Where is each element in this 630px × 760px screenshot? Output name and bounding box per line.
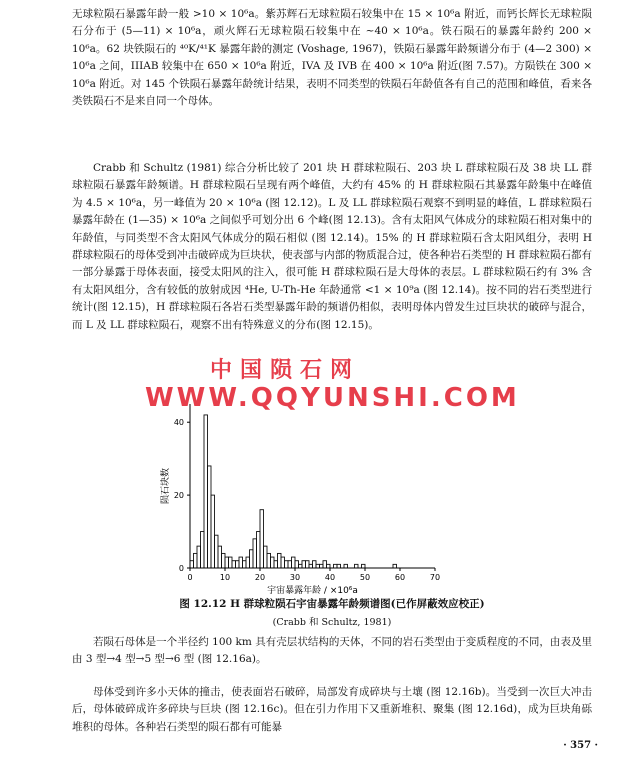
figure-caption: 图 12.12 H 群球粒陨石宇宙暴露年龄频谱图(已作屏蔽效应校正) [179, 598, 485, 610]
y-tick-labels [174, 418, 190, 573]
histogram-bar [327, 564, 331, 568]
histogram-bar [218, 546, 222, 568]
histogram-bar [355, 564, 359, 568]
histogram-bar [274, 561, 278, 568]
paragraph-achondrite-iron-ages: 无球粒陨石暴露年龄一般 >10 × 10⁶a。紫苏辉石无球粒陨石较集中在 15 × 10⁶a 附近，而钙长辉长无球粒陨石分布于 (5—11) × 10⁶a，顽火辉石无球粒陨石较集中在 ~40 × 10⁶a。铁石陨石的暴露年龄约 200 × 10⁶a。62 块铁陨石的 ⁴⁰K/⁴¹K 暴露年龄的测定 (Voshage, 1967)，铁陨石暴露年龄频谱分布于 (4—2 300) × 10⁶a 之间，IIIAB 较集中在 650 × 10⁶a 附近，IVA 及 IVB 在 400 × 10⁶a 附近(图 7.57)。方陨铁在 300 × 10⁶a 附近。对 145 个铁陨石暴露年龄统计结果，表明不同类型的铁陨石年龄值各有自己的范围和峰值，看来各类铁陨石不是来自同一个母体。 [72, 8, 592, 108]
x-axis-label: 宇宙暴露年龄 / ×10⁶a [267, 586, 358, 596]
histogram-bar [239, 557, 243, 568]
y-axis-label: 陨石块数 [161, 467, 171, 505]
histogram-bar [211, 495, 215, 568]
histogram-bar [309, 564, 313, 568]
histogram-bar [208, 466, 212, 568]
y-tick-label: 20 [173, 491, 184, 501]
x-tick-labels [187, 568, 440, 582]
histogram-bar [320, 564, 324, 568]
watermark-url: WWW.QQYUNSHI.COM [145, 383, 520, 413]
histogram-bar [246, 557, 250, 568]
x-tick-label: 20 [254, 573, 266, 582]
histogram-bar [264, 546, 268, 568]
histogram-bar [302, 561, 306, 568]
histogram-bar [295, 561, 299, 568]
histogram-bar [334, 564, 338, 568]
histogram-bar [253, 539, 257, 568]
paragraph-impact-breakup: 母体受到许多小天体的撞击，使表面岩石破碎，局部发育成碎块与土壤 (图 12.16b)。当受到一次巨大冲击后，母体破碎成许多碎块与巨块 (图 12.16c)。但在引力作用下又重新堆积、聚集 (图 12.16d)，成为巨块角砾堆积的母体。各种岩石类型的陨石都有可能暴 [72, 686, 592, 733]
histogram-bar [285, 561, 289, 568]
y-tick-label: 40 [173, 418, 184, 428]
histogram-bar [197, 546, 201, 568]
histogram-bar [232, 561, 236, 568]
histogram-bar [299, 564, 303, 568]
histogram-bar [225, 557, 229, 568]
histogram-bar [278, 553, 282, 568]
histogram-bar [306, 561, 310, 568]
paragraph-crabb-schultz: Crabb 和 Schultz (1981) 综合分析比较了 201 块 H 群球粒陨石、203 块 L 群球粒陨石及 38 块 LL 群球粒陨石暴露年龄频谱。H 群球粒陨石呈现有两个峰值，大约有 45% 的 H 群球粒陨石其暴露年龄集中在峰值为 4.5 × 10⁶a，另一峰值为 20 × 10⁶a (图 12.12)。L 及 LL 群球粒陨石观察不到明显的峰值，L 群球粒陨石暴露年龄在 (1—35) × 10⁶a 之间似乎可划分出 6 个峰(图 12.13)。含有太阳风气体成分的球粒陨石相对集中的年龄值，与同类型不含太阳风气体成分的陨石相似 (图 12.14)。15% 的 H 群球粒陨石含太阳风组分，表明 H 群球粒陨石的母体受到冲击破碎成为巨块状，使表部与内部的物质混合过，使各种岩石类型的 H 群球粒陨石都有一部分暴露于母体表面，接受太阳风的注入，很可能 H 群球粒陨石是大母体的表层。L 群球粒陨石约有 3% 含有太阳风组分，含有较低的放射成因 ⁴He, U-Th-He 年龄通常 <1 × 10⁹a (图 12.14)。按不同的岩石类型进行统计(图 12.15)，H 群球粒陨石各岩石类型暴露年龄的频谱仍相似，表明母体内曾发生过巨块状的破碎与混合，而 L 及 LL 群球粒陨石，观察不出有特殊意义的分布(图 12.15)。 [72, 162, 592, 331]
histogram-bar [344, 564, 348, 568]
histogram-bar [229, 557, 233, 568]
histogram-bar [393, 564, 397, 568]
histogram-bar [201, 532, 205, 568]
histogram-bars [190, 415, 397, 568]
histogram-bar [316, 564, 320, 568]
histogram-bar [271, 557, 275, 568]
x-tick-label: 10 [219, 573, 231, 582]
x-tick-label: 60 [394, 573, 406, 582]
histogram-bar [215, 535, 219, 568]
histogram-bar [288, 561, 292, 568]
histogram-bar [281, 557, 285, 568]
x-tick-label: 30 [289, 573, 301, 582]
watermark-chinese: 中国陨石网 [210, 358, 361, 383]
histogram-bar [190, 561, 194, 568]
histogram-bar [362, 564, 366, 568]
histogram-bar [313, 561, 317, 568]
x-tick-label: 40 [324, 573, 336, 582]
paragraph-parent-body: 若陨石母体是一个半径约 100 km 具有壳层状结构的天体，不同的岩石类型由于变质程度的不同，由表及里由 3 型→4 型→5 型→6 型 (图 12.16a)。 [72, 636, 592, 666]
exposure-age-histogram [150, 386, 450, 596]
histogram-bar [260, 510, 264, 568]
x-tick-label: 0 [187, 573, 193, 582]
histogram-bar [243, 561, 247, 568]
x-tick-label: 50 [359, 573, 371, 582]
histogram-bar [323, 561, 327, 568]
y-tick-label: 0 [178, 564, 184, 573]
histogram-bar [194, 553, 198, 568]
histogram-bar [257, 532, 261, 568]
page-number: · 357 · [563, 740, 598, 751]
histogram-bar [236, 561, 240, 568]
figure-citation: (Crabb 和 Schultz, 1981) [272, 617, 392, 628]
histogram-bar [204, 415, 208, 568]
histogram-bar [267, 553, 271, 568]
histogram-bar [222, 553, 226, 568]
histogram-bar [292, 557, 296, 568]
histogram-bar [250, 550, 254, 568]
histogram-bar [337, 564, 341, 568]
x-tick-label: 70 [429, 573, 441, 582]
